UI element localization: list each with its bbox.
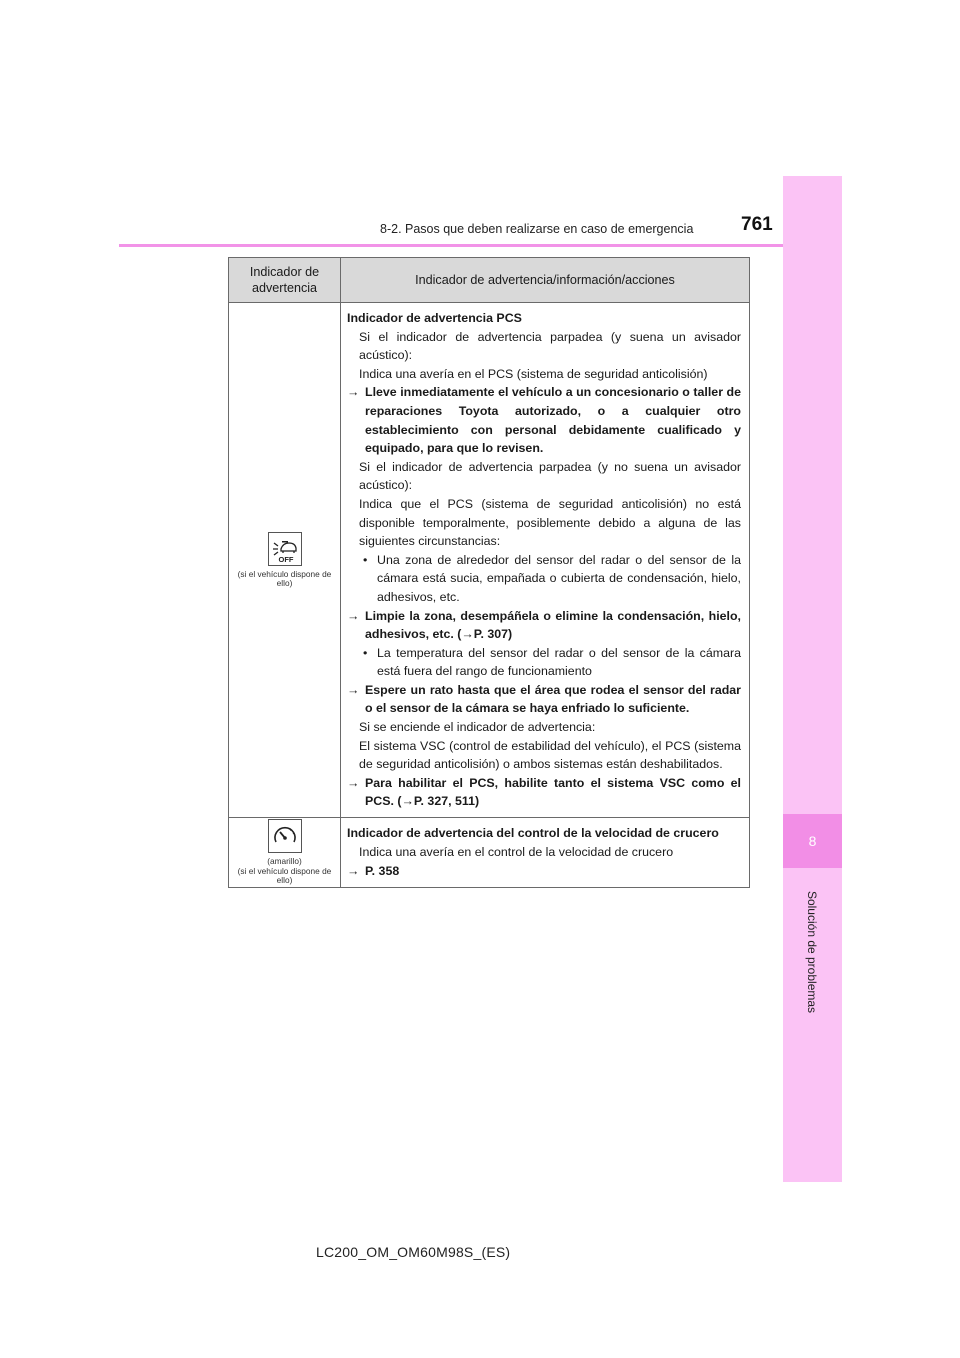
bullet-text: Una zona de alrededor del sensor del radar o del sensor de la cámara está sucia, empañada o cubierta de condensación, hielo, adhesivos, etc. — [377, 552, 741, 604]
icon-note-color: (amarillo) — [267, 856, 302, 867]
paragraph: Indica que el PCS (sistema de seguridad anticolisión) no está disponible temporalmente, posiblemente debido a alguna de las siguientes circunstancias: — [359, 496, 741, 549]
bullet-item — [347, 644, 741, 681]
icon-note: (si el vehículo dispone de ello) — [237, 568, 332, 589]
arrow-icon: → — [347, 682, 360, 697]
column-header-info: Indicador de advertencia/información/acciones — [341, 258, 750, 303]
arrow-icon: → — [347, 608, 360, 623]
section-title: 8-2. Pasos que deben realizarse en caso de emergencia — [380, 222, 694, 236]
arrow-icon: → — [347, 385, 360, 400]
chapter-title: Solución de problemas — [805, 890, 820, 1014]
action-line — [347, 862, 741, 881]
chapter-number-box — [783, 814, 842, 868]
action-line — [347, 383, 741, 457]
bullet-icon: • — [363, 645, 368, 660]
paragraph: Si se enciende el indicador de advertencia: — [359, 720, 596, 735]
column-header-indicator: Indicador de advertencia — [229, 258, 341, 303]
action-text: Lleve inmediatamente el vehículo a un concesionario o taller de reparaciones Toyota autorizado, o a cualquier otro establecimiento con personal debidamente cualificado y equipado, para que lo revisen. — [365, 385, 741, 456]
arrow-icon: → — [347, 775, 360, 790]
paragraph: Indica una avería en el control de la velocidad de crucero — [359, 844, 674, 859]
action-line — [347, 681, 741, 718]
document-code: LC200_OM_OM60M98S_(ES) — [316, 1244, 511, 1260]
action-text: Espere un rato hasta que el área que rodea el sensor del radar o el sensor de la cámara se haya enfriado lo suficiente. — [365, 682, 741, 716]
table-header-row — [229, 258, 750, 303]
action-line — [347, 774, 741, 811]
indicator-cell — [229, 303, 341, 818]
chapter-number: 8 — [808, 833, 817, 849]
row-title: Indicador de advertencia PCS — [347, 311, 522, 325]
warning-indicator-table — [228, 257, 750, 888]
pcs-off-icon-label: OFF — [278, 554, 293, 564]
action-line — [347, 607, 741, 644]
bullet-icon: • — [363, 552, 368, 567]
paragraph: Si el indicador de advertencia parpadea (y suena un avisador acústico): — [359, 329, 741, 363]
info-cell — [341, 303, 750, 818]
header-rule — [119, 244, 783, 247]
page-number: 761 — [741, 214, 773, 235]
indicator-cell — [229, 818, 341, 888]
pcs-off-icon — [268, 532, 302, 566]
row-title: Indicador de advertencia del control de la velocidad de crucero — [347, 826, 719, 841]
chapter-title-container — [783, 872, 842, 1032]
action-text: Para habilitar el PCS, habilite tanto el sistema VSC como el PCS. (→P. 327, 511) — [365, 775, 741, 809]
table-row — [229, 818, 750, 888]
bullet-item — [347, 551, 741, 607]
table-row — [229, 303, 750, 818]
icon-note: (si el vehículo dispone de ello) — [237, 865, 332, 886]
paragraph: Si el indicador de advertencia parpadea (y no suena un avisador acústico): — [359, 459, 741, 493]
action-text: P. 358 — [365, 863, 400, 878]
paragraph: Indica una avería en el PCS (sistema de seguridad anticolisión) — [359, 366, 708, 381]
info-cell — [341, 818, 750, 888]
action-text: Limpie la zona, desempáñela o elimine la condensación, hielo, adhesivos, etc. (→P. 307) — [365, 608, 741, 642]
paragraph: El sistema VSC (control de estabilidad del vehículo), el PCS (sistema de seguridad anticolisión) o ambos sistemas están deshabilitados. — [359, 738, 741, 772]
cruise-control-icon — [268, 819, 302, 853]
bullet-text: La temperatura del sensor del radar o del sensor de la cámara está fuera del rango de funcionamiento — [377, 645, 741, 679]
arrow-icon: → — [347, 863, 360, 878]
